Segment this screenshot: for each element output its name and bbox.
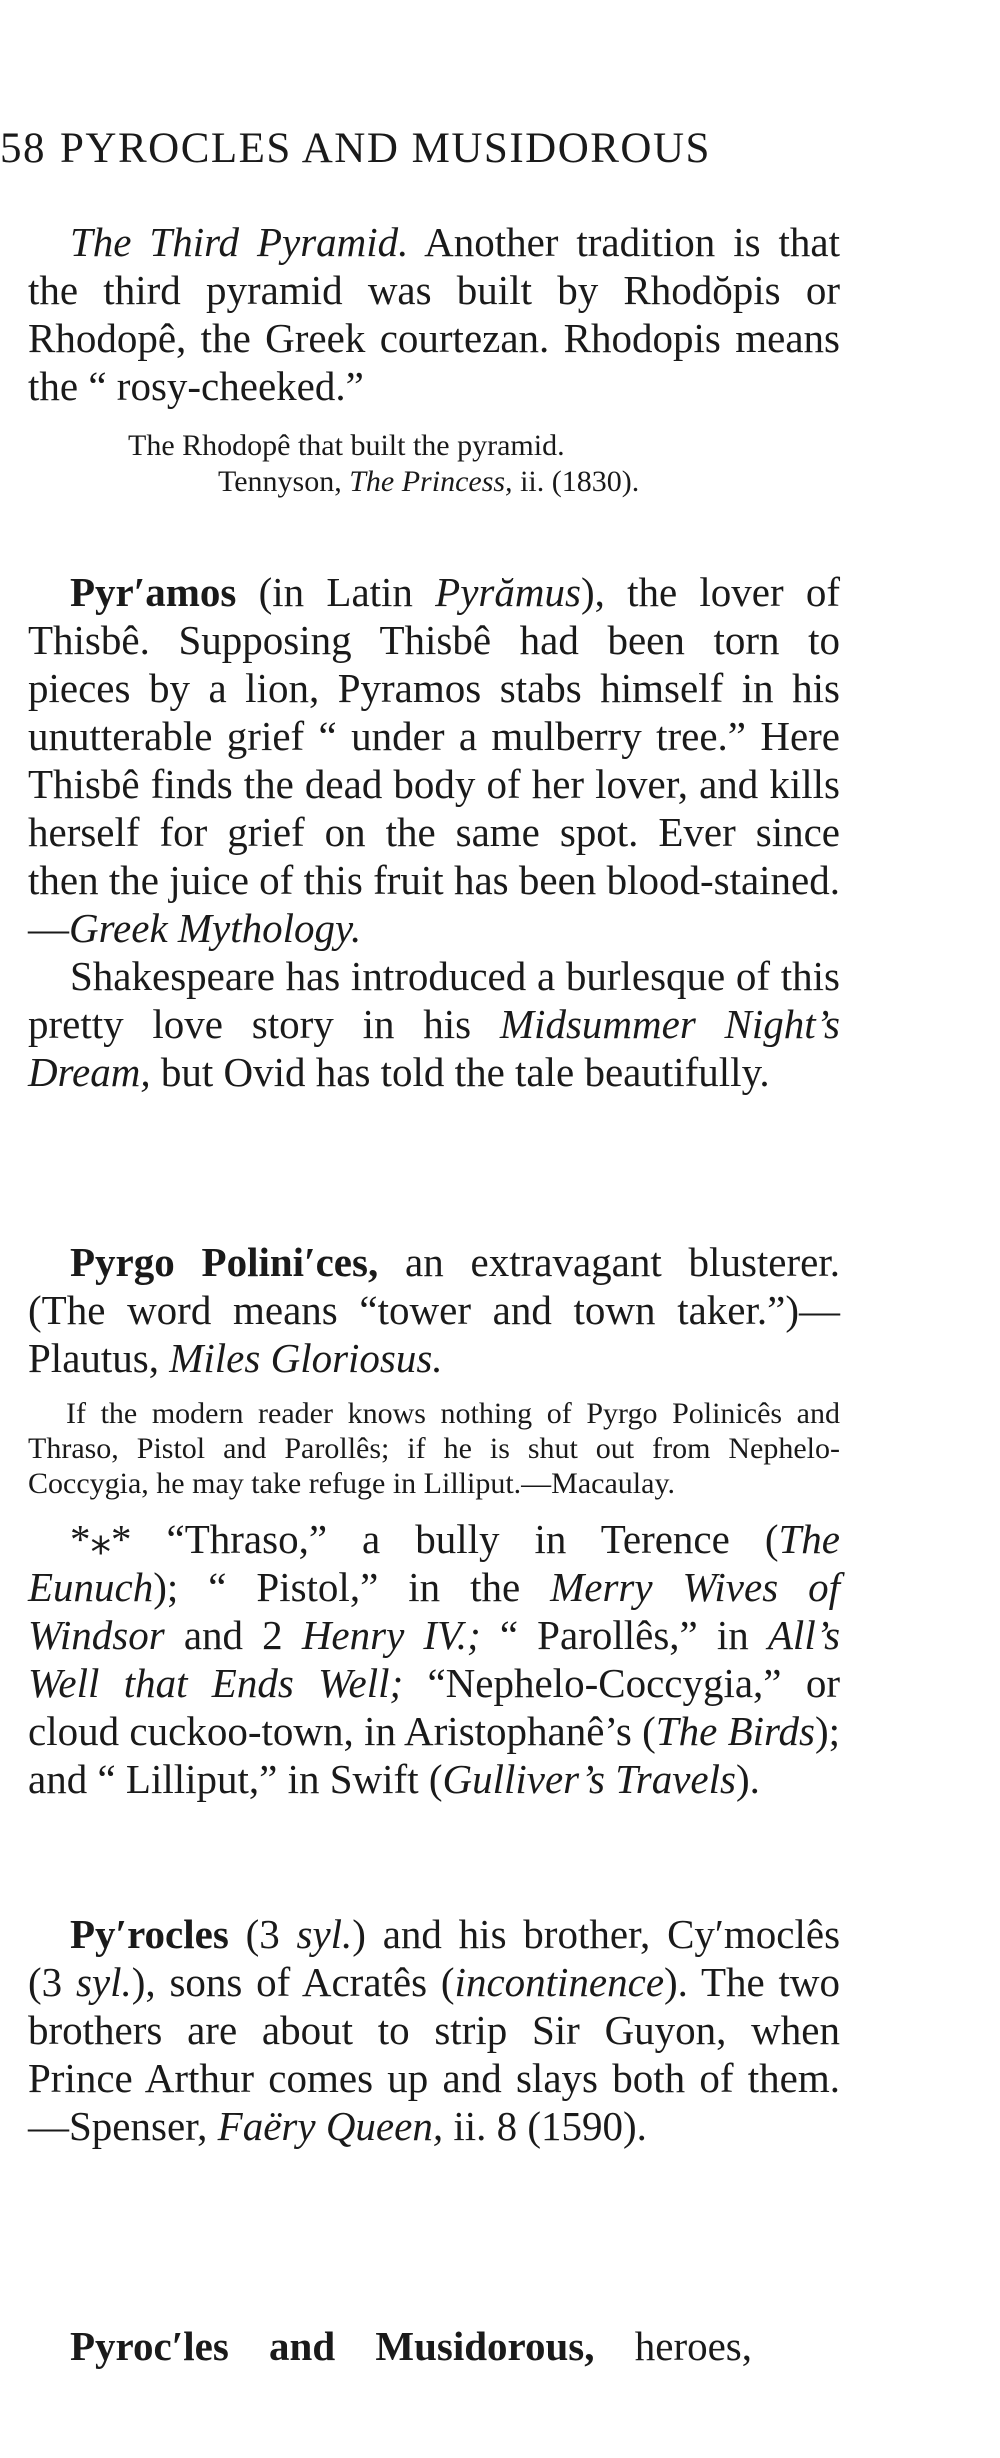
pyrocles-musidorous-text: heroes, [634,2323,753,2369]
pyramos-headword: Pyr′amos [70,569,237,615]
expl-1: “Thraso,” a bully in Terence ( [166,1516,779,1562]
pyrocles-t3: ), sons of Acratês ( [131,1959,455,2005]
quote-attribution [218,464,840,500]
expl-work-3: Henry IV.; [301,1612,481,1658]
running-title: PYROCLES AND MUSIDOROUS [60,125,711,172]
pyramos-para2-b: but Ovid has told the tale beautifully. [160,1049,770,1095]
pyramos-latin-name: Pyrămus [435,569,581,615]
expl-work-5: The Birds [655,1708,815,1754]
entry-pyramos [28,568,840,1096]
pyrocles-t1: (3 [245,1911,280,1957]
pyrocles-paragraph [28,1910,840,2150]
pyrocles-source: Faëry Queen, [217,2103,444,2149]
pyrgo-source: Miles Gloriosus. [169,1335,443,1381]
expl-7: and “ Lilliput,” in Swift ( [28,1756,443,1802]
expl-work-6: Gulliver’s Travels [442,1756,736,1802]
pyrocles-musidorous-paragraph [28,2322,840,2370]
pyramos-para2-a: Shakespeare has introduced a burlesque of this pretty love story in his [28,953,840,1047]
pyrgo-text: an extravagant blusterer. (The word means “tower and town taker.”)—Plautus, [28,1239,840,1381]
pyramos-paragraph [28,568,840,952]
entry-pyrgo-polinices [28,1238,840,1803]
expl-work-4: All’s Well that Ends Well; [28,1612,841,1706]
pyrocles-t2: ) and his brother, Cy′moclês (3 [28,1911,841,2005]
pyrocles-syl2: syl. [75,1959,132,2005]
third-pyramid-paragraph [28,218,840,410]
pyrgo-headword: Pyrgo Polini′ces, [70,1239,379,1285]
page-number: 58 [0,125,46,172]
expl-8: ). [735,1756,760,1802]
expl-6: ); [814,1708,840,1754]
expl-5: “Nephelo-Coccygia,” or cloud cuckoo-town, in Aristophanê’s ( [28,1660,840,1754]
quote-author: Tennyson, [218,465,342,498]
pyrocles-meaning: incontinence [454,1959,665,2005]
pyramos-source: Greek Mythology. [69,905,362,951]
pyrocles-syl1: syl. [296,1911,353,1957]
pyrocles-headword: Py′rocles [70,1911,229,1957]
quote-work: The Princess, [349,465,513,498]
pyramos-para2-work: Midsummer Night’s Dream, [28,1001,841,1095]
pyrgo-note: If the modern reader knows nothing of Pyrgo Polinicês and Thraso, Pistol and Parollês; if he is shut out from Nephelo-Coccygia, he may take refuge in Lilliput.—Macaulay. [28,1397,840,1500]
expl-3: and 2 [183,1612,283,1658]
quote-ref: ii. (1830). [520,465,640,498]
expl-4: “ Parollês,” in [499,1612,749,1658]
third-pyramid-heading: The Third Pyramid. [70,219,409,265]
entry-pyrocles [28,1910,840,2150]
expl-work-1: The Eunuch [28,1516,840,1610]
entry-pyrocles-musidorous [28,2322,840,2370]
third-pyramid-text: Another tradition is that the third pyramid was built by Rhodŏpis or Rhodopê, the Greek courtezan. Rhodopis means the “ rosy-cheeked.” [28,219,840,409]
pyramos-text: ), the lover of Thisbê. Supposing Thisbê had been torn to pieces by a lion, Pyramos stabs himself in his unutterable grief “ under a mulberry tree.” Here Thisbê finds the dead body of her lover, and kills herself for grief on the same spot. Ever since then the juice of this fruit has been blood-stained.— [28,569,841,951]
pyramos-shakespeare-paragraph [28,952,840,1096]
tennyson-quote [128,428,840,500]
expl-work-2: Merry Wives of Windsor [28,1564,840,1658]
quote-line: The Rhodopê that built the pyramid. [128,429,565,462]
pyrgo-explanation [28,1515,840,1803]
pyramos-latin-intro: (in Latin [258,569,413,615]
page-header [0,124,800,173]
pyrocles-musidorous-headword: Pyroc′les and Musidorous, [70,2323,595,2369]
expl-2: ); “ Pistol,” in the [153,1564,521,1610]
asterism: *⁎* [70,1516,132,1562]
entry-third-pyramid [28,218,840,500]
pyrgo-paragraph [28,1238,840,1382]
pyrocles-t4: ). The two brothers are about to strip Sir Guyon, when Prince Arthur comes up and slays both of them.—Spenser, [28,1959,841,2149]
pyrocles-ref: ii. 8 (1590). [453,2103,647,2149]
